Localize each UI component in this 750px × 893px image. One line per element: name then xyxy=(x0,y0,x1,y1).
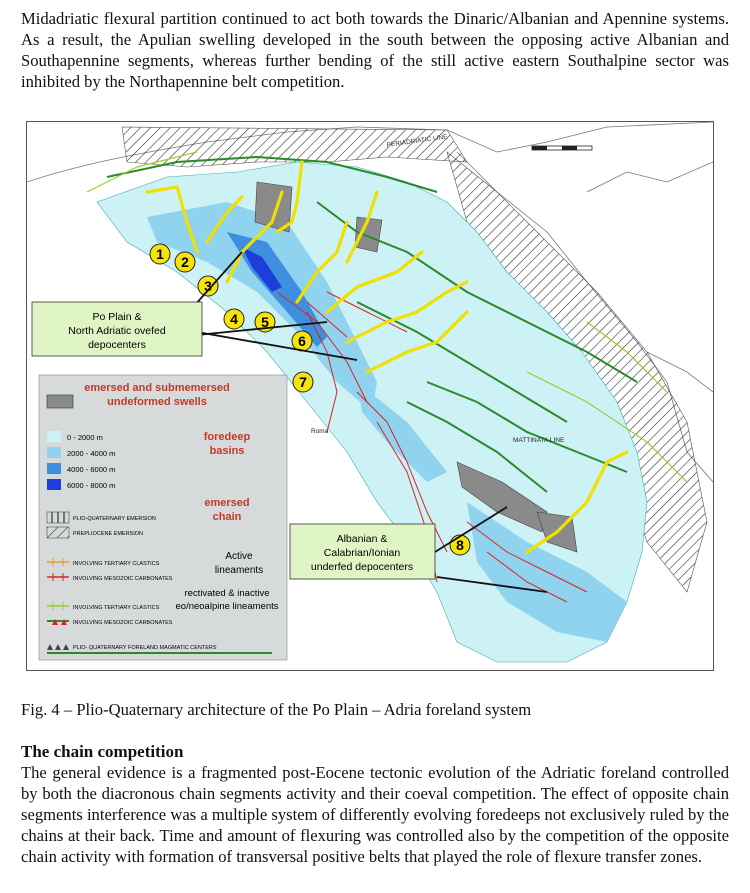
svg-text:PLIO- QUATERNARY FORELAND MAGM: PLIO- QUATERNARY FORELAND MAGMATIC CENTERS xyxy=(73,645,217,651)
svg-text:PLIO-QUATERNARY EMERSION: PLIO-QUATERNARY EMERSION xyxy=(73,516,156,522)
svg-text:INVOLVING TERTIARY CLASTICS: INVOLVING TERTIARY CLASTICS xyxy=(73,605,160,611)
scale-bar xyxy=(532,146,592,150)
legend xyxy=(39,375,287,660)
depth-swatch-1 xyxy=(47,431,61,442)
periadriatic-line-label: PERIADRIATIC LINE xyxy=(386,133,448,149)
svg-text:INVOLVING MESOZOIC CARBONATES: INVOLVING MESOZOIC CARBONATES xyxy=(73,576,173,582)
figure-caption: Fig. 4 – Plio-Quaternary architecture of the Po Plain – Adria foreland system xyxy=(21,700,532,719)
intro-paragraph: Midadriatic flexural partition continued to act both towards the Dinaric/Albanian and Apennine systems. As a result, the Apulian swelling developed in the south between the opposing active Albanian and Southapennine segments, whereas further bending of the still active eastern Southalpine sector was inhibited by the Northapennine belt competition. xyxy=(21,9,729,91)
map-svg xyxy=(27,122,713,670)
svg-text:INVOLVING MESOZOIC CARBONATES: INVOLVING MESOZOIC CARBONATES xyxy=(73,620,173,626)
svg-text:North Adriatic ovefed: North Adriatic ovefed xyxy=(68,325,166,337)
legend-emersed-title-2: chain xyxy=(212,511,242,523)
callout-po-plain xyxy=(32,302,202,356)
marker-8 xyxy=(450,535,470,555)
svg-text:1: 1 xyxy=(156,246,164,262)
legend-inactive-title-2: eo/neoalpine lineaments xyxy=(175,601,279,612)
svg-text:depocenters: depocenters xyxy=(88,339,146,351)
svg-text:3: 3 xyxy=(204,278,212,294)
depth-swatch-2 xyxy=(47,447,61,458)
svg-text:5: 5 xyxy=(261,314,269,330)
legend-inactive-title-1: rectivated & inactive xyxy=(184,588,270,599)
legend-active-title-2: lineaments xyxy=(214,565,264,576)
roma-label: Roma xyxy=(311,428,329,435)
legend-swell-swatch xyxy=(47,395,73,408)
legend-emersed-title-1: emersed xyxy=(204,497,250,509)
svg-text:6: 6 xyxy=(298,333,306,349)
depth-swatch-3 xyxy=(47,463,61,474)
legend-foredeep-title-2: basins xyxy=(209,445,245,457)
svg-text:0 - 2000 m: 0 - 2000 m xyxy=(67,433,103,442)
legend-swells-title-2: undeformed swells xyxy=(107,396,207,408)
svg-text:Po Plain &: Po Plain & xyxy=(92,311,142,323)
svg-text:4000 - 6000 m: 4000 - 6000 m xyxy=(67,465,116,474)
figure-4-map xyxy=(26,121,714,671)
marker-3 xyxy=(198,276,218,296)
marker-4 xyxy=(224,309,244,329)
body-paragraph: The general evidence is a fragmented post-Eocene tectonic evolution of the Adriatic foreland controlled by both the diacronous chain segments activity and their coeval competition. The effect of opposite chain segments interference was a multiple system of differently evolving foredeeps not exclusively ruled by the chains at their back. Time and amount of flexuring was controlled also by the competition of the opposite chain activity with formation of transversal positive belts that played the role of flexure transfer zones. xyxy=(21,763,729,866)
svg-text:4: 4 xyxy=(230,311,238,327)
callout-albanian xyxy=(290,524,435,579)
svg-text:6000 - 8000 m: 6000 - 8000 m xyxy=(67,481,116,490)
svg-text:PREPLIOCENE EMERSION: PREPLIOCENE EMERSION xyxy=(73,531,143,537)
marker-6 xyxy=(292,331,312,351)
svg-text:2: 2 xyxy=(181,254,189,270)
svg-text:7: 7 xyxy=(299,374,307,390)
marker-1 xyxy=(150,244,170,264)
svg-text:Calabrian/Ionian: Calabrian/Ionian xyxy=(323,547,401,559)
svg-text:8: 8 xyxy=(456,537,464,553)
depth-swatch-4 xyxy=(47,479,61,490)
section-heading: The chain competition xyxy=(21,742,184,761)
mattinata-line-label: MATTINATA LINE xyxy=(513,437,565,444)
svg-text:2000 - 4000 m: 2000 - 4000 m xyxy=(67,449,116,458)
legend-foredeep-title-1: foredeep xyxy=(203,431,251,443)
marker-2 xyxy=(175,252,195,272)
svg-text:underfed depocenters: underfed depocenters xyxy=(310,561,414,573)
legend-swells-title-1: emersed and submemersed xyxy=(84,382,230,394)
svg-text:INVOLVING TERTIARY CLASTICS: INVOLVING TERTIARY CLASTICS xyxy=(73,561,160,567)
svg-text:Albanian &: Albanian & xyxy=(336,533,388,545)
legend-active-title-1: Active xyxy=(225,551,253,562)
marker-7 xyxy=(293,372,313,392)
